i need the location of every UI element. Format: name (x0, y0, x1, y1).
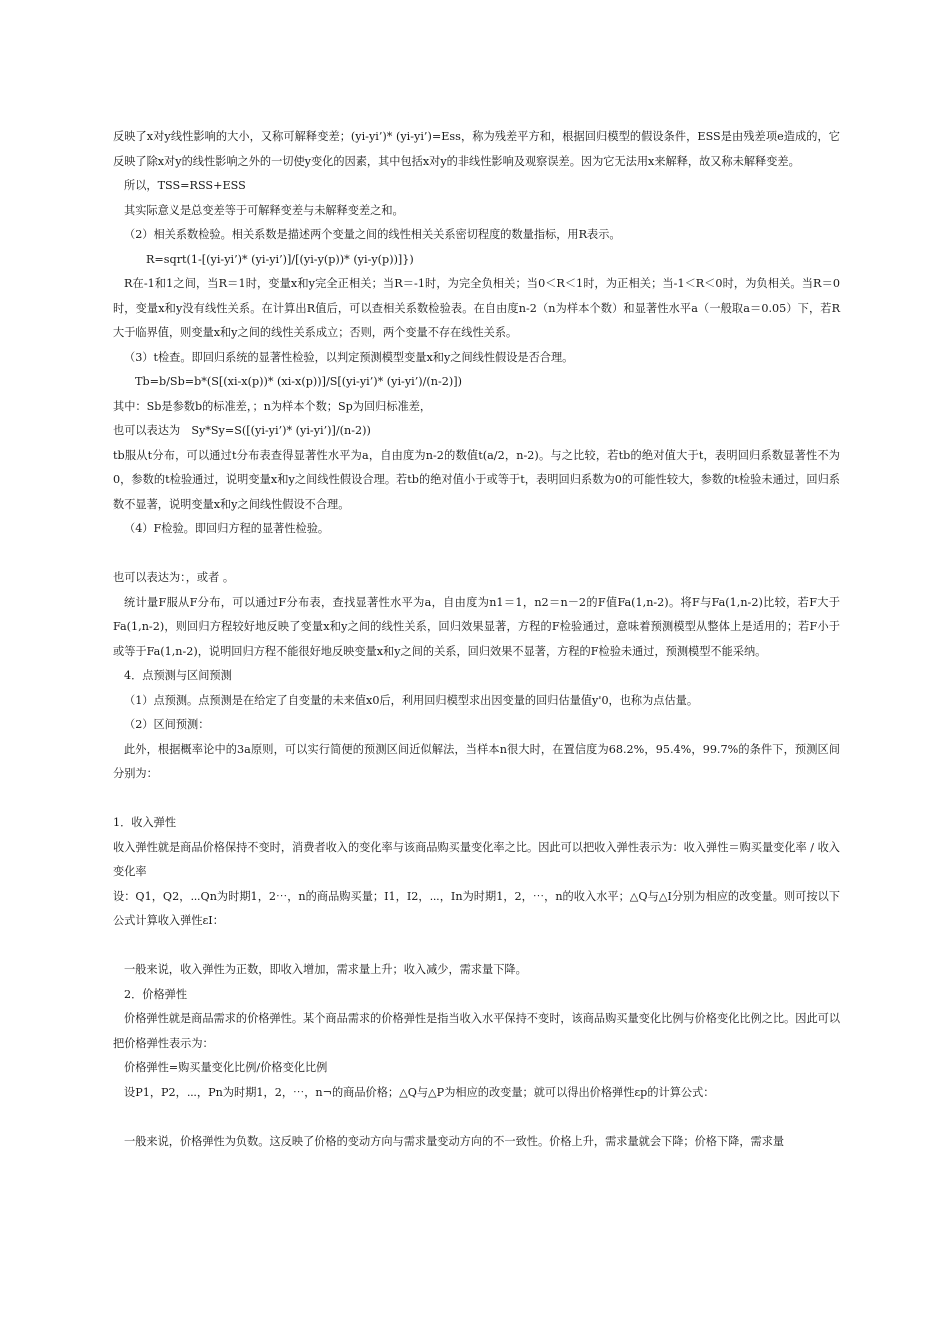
paragraph-income-elasticity-variables: 设：Q1，Q2，⋯Qn为时期1，2⋯，n的商品购买量；I1，I2，⋯，In为时期1，2，⋯，n的收入水平；△Q与△I分别为相应的改变量。则可按以下公式计算收入弹性εI： (113, 889, 840, 927)
section-heading-price-elasticity: 2．价格弹性 (124, 987, 188, 1001)
paragraph-income-elasticity-definition: 收入弹性就是商品价格保持不变时，消费者收入的变化率与该商品购买量变化率之比。因此可以把收入弹性表示为：收入弹性＝购买量变化率 / 收入变化率 (113, 840, 840, 878)
paragraph-f-expression: 也可以表达为：，或者 。 (113, 571, 235, 584)
section-gap (113, 787, 840, 812)
paragraph-ess-explanation: 反映了x对y线性影响的大小，又称可解释变差；(yi-yi’)* (yi-yi’)=Ess，称为残差平方和，根据回归模型的假设条件，ESS是由残差项e造成的，它反映了除x对y的线性影响之外的一切使y变化的因素，其中包括x对y的非线性影响及观察误差。因为它无法用x来解释，故又称未解释变差。 (113, 130, 840, 168)
paragraph-price-elasticity-variables: 设P1，P2，⋯，Pn为时期1，2，⋯，n¬的商品价格；△Q与△P为相应的改变量；就可以得出价格弹性εp的计算公式： (124, 1085, 715, 1099)
paragraph-tb-distribution: tb服从t分布，可以通过t分布表查得显著性水平为a，自由度为n-2的数值t(a/2，n-2)。与之比较，若tb的绝对值大于t，表明回归系数显著性不为0，参数的t检验通过，说明变量x和y之间线性假设合理。若tb的绝对值小于或等于t，表明回归系数为0的可能性较大，参数的t检验未通过，回归系数不显著，说明变量x和y之间线性假设不合理。 (113, 448, 840, 511)
paragraph-price-elasticity-definition: 价格弹性就是商品需求的价格弹性。某个商品需求的价格弹性是指当收入水平保持不变时，该商品购买量变化比例与价格变化比例之比。因此可以把价格弹性表示为： (113, 1012, 841, 1050)
paragraph-correlation-test-heading: （2）相关系数检验。相关系数是描述两个变量之间的线性相关关系密切程度的数量指标，用R表示。 (124, 228, 621, 241)
paragraph-3a-principle: 此外，根据概率论中的3a原则，可以实行简便的预测区间近似解法，当样本n很大时，在置信度为68.2%，95.4%，99.7%的条件下，预测区间分别为： (113, 742, 840, 780)
paragraph-tss-formula: 所以，TSS=RSS+ESS (124, 179, 246, 192)
formula-price-elasticity: 价格弹性=购买量变化比例/价格变化比例 (124, 1061, 328, 1074)
document-body (113, 125, 840, 1154)
paragraph-f-distribution: 统计量F服从F分布，可以通过F分布表，查找显著性水平为a，自由度为n1＝1，n2＝n－2的F值Fa(1,n-2)。将F与Fa(1,n-2)比较，若F大于Fa(1,n-2)，则回归方程较好地反映了变量x和y之间的线性关系，回归效果显著，方程的F检验通过，意味着预测模型从整体上是适用的；若F小于或等于Fa(1,n-2)，说明回归方程不能很好地反映变量x和y之间的关系，回归效果不显著，方程的F检验未通过，预测模型不能采纳。 (113, 595, 840, 658)
formula-sy: 也可以表达为 Sy*Sy=S([(yi-yi’)* (yi-yi’)]/(n-2)) (113, 424, 371, 437)
formula-r: R=sqrt(1-[(yi-yi’)* (yi-yi’)]/[(yi-y(p))* (yi-y(p))]}) (146, 252, 414, 266)
paragraph-price-elasticity-sign: 一般来说，价格弹性为负数。这反映了价格的变动方向与需求量变动方向的不一致性。价格上升，需求量就会下降；价格下降，需求量 (124, 1134, 785, 1148)
formula-placeholder-gap (113, 1105, 840, 1130)
section-heading-income-elasticity: 1．收入弹性 (113, 816, 177, 829)
paragraph-interval-prediction: （2）区间预测： (124, 718, 210, 731)
formula-tb: Tb=b/Sb=b*(S[(xi-x(p))* (xi-x(p))]/S[(yi-yi’)* (yi-yi’)/(n-2)]) (135, 375, 462, 388)
section-heading-point-interval-prediction: 4．点预测与区间预测 (124, 669, 232, 682)
paragraph-point-prediction: （1）点预测。点预测是在给定了自变量的未来值x0后，利用回归模型求出因变量的回归估量值y'0，也称为点估量。 (124, 693, 699, 707)
paragraph-r-interpretation: R在-1和1之间，当R＝1时，变量x和y完全正相关；当R＝-1时，为完全负相关；当0＜R＜1时，为正相关；当-1＜R＜0时，为负相关。当R＝0时，变量x和y没有线性关系。在计算出R值后，可以查相关系数检验表。在自由度n-2（n为样本个数）和显著性水平a（一般取a＝0.05）下，若R大于临界值，则变量x和y之间的线性关系成立；否则，两个变量不存在线性关系。 (113, 277, 840, 339)
paragraph-t-test-heading: （3）t检查。即回归系统的显著性检验，以判定预测模型变量x和y之间线性假设是否合理。 (124, 350, 574, 364)
paragraph-variance-meaning: 其实际意义是总变差等于可解释变差与未解释变差之和。 (124, 203, 404, 217)
formula-placeholder-gap (113, 934, 840, 959)
paragraph-f-test-heading: （4）F检验。即回归方程的显著性检验。 (124, 522, 330, 535)
formula-placeholder-gap (113, 542, 840, 567)
paragraph-income-elasticity-sign: 一般来说，收入弹性为正数，即收入增加，需求量上升；收入减少，需求量下降。 (124, 963, 527, 976)
paragraph-sb-definition: 其中：Sb是参数b的标准差，；n为样本个数；Sp为回归标准差， (113, 399, 432, 413)
